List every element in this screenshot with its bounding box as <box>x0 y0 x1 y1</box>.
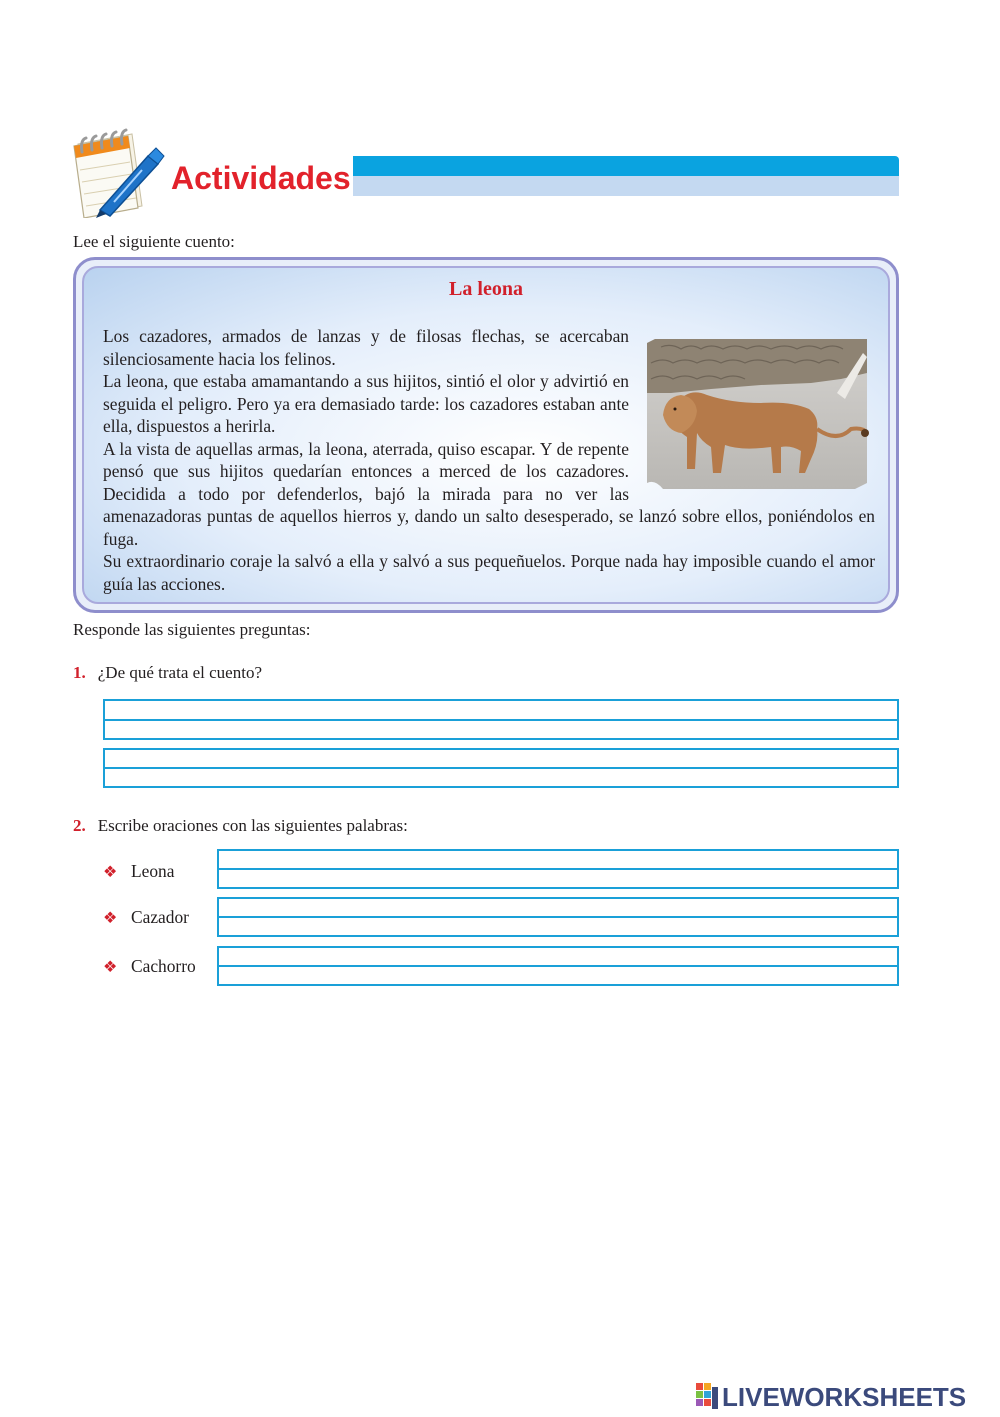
word-label: Cachorro <box>131 956 196 976</box>
word-item-cazador <box>103 906 189 930</box>
story-text <box>103 325 875 595</box>
story-paragraph: Los cazadores, armados de lanzas y de filosas flechas, se acercaban silenciosamente hacia los felinos. <box>103 326 629 369</box>
sentence-field-cazador[interactable] <box>217 897 899 937</box>
question-text: Escribe oraciones con las siguientes palabras: <box>97 816 408 835</box>
word-label: Cazador <box>131 907 189 927</box>
notebook-pen-icon <box>70 126 165 218</box>
story-paragraph: A la vista de aquellas armas, la leona, aterrada, quiso escapar. Y de repente pensó que sus hijitos quedarían entonces a merced de los cazadores. Decidida a todo por defenderlos, bajó la mirada para no ver las amenazadoras puntas de aquellos hierros y, dando un salto desesperado, se lanzó sobre ellos, poniéndolos en fuga. <box>103 438 875 549</box>
story-paragraph: La leona, que estaba amamantando a sus hijitos, sintió el olor y advirtió en seguida el peligro. Pero ya era demasiado tarde: los cazadores estaban ante ella, dispuestos a herirla. <box>103 371 629 436</box>
diamond-bullet-icon: ❖ <box>103 910 118 927</box>
diamond-bullet-icon: ❖ <box>103 864 118 881</box>
header-bar <box>353 156 899 196</box>
question-number: 2. <box>73 816 86 835</box>
story-title: La leona <box>449 278 523 300</box>
sentence-field-leona[interactable] <box>217 849 899 889</box>
word-label: Leona <box>131 861 175 881</box>
lioness-photo <box>641 333 875 493</box>
section-title: Actividades <box>171 160 351 196</box>
intro-text: Lee el siguiente cuento: <box>73 232 235 251</box>
question-1 <box>73 662 262 684</box>
brand-logo <box>696 1382 966 1412</box>
answer-field-1a[interactable] <box>103 699 899 740</box>
answer-field-1b[interactable] <box>103 748 899 788</box>
instructions-text: Responde las siguientes preguntas: <box>73 620 311 639</box>
question-text: ¿De qué trata el cuento? <box>97 663 262 682</box>
sentence-field-cachorro[interactable] <box>217 946 899 986</box>
word-item-leona <box>103 860 174 884</box>
brand-text: LIVEWORKSHEETS <box>722 1381 967 1412</box>
story-paragraph: Su extraordinario coraje la salvó a ella y salvó a sus pequeñuelos. Porque nada hay imposible cuando el amor guía las acciones. <box>103 551 875 594</box>
diamond-bullet-icon: ❖ <box>103 959 118 976</box>
liveworksheets-logo-icon <box>696 1383 720 1411</box>
word-item-cachorro <box>103 955 196 979</box>
question-2 <box>73 815 408 837</box>
question-number: 1. <box>73 663 86 682</box>
